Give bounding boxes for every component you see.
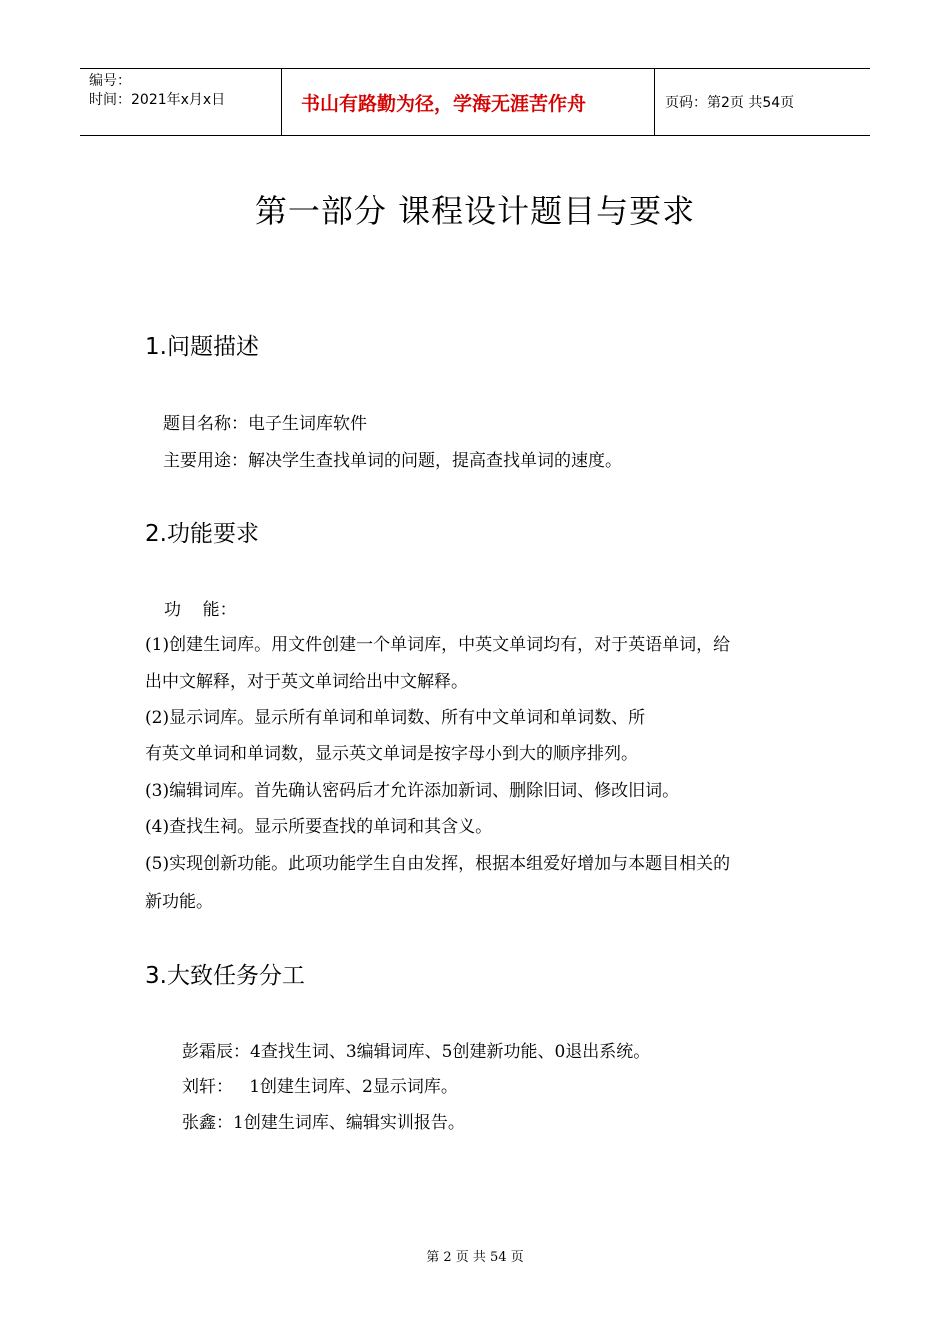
page-title: 第一部分 课程设计题目与要求 (254, 192, 696, 230)
paragraph-line: (1)创建生词库。用文件创建一个单词库，中英文单词均有，对于英语单词，给 (145, 635, 731, 655)
page-footer: 第 2 页 共 54 页 (426, 1250, 524, 1265)
header-meta (80, 69, 282, 135)
paragraph-line: (3)编辑词库。首先确认密码后才允许添加新词、删除旧词、修改旧词。 (145, 781, 680, 801)
paragraph-line: (2)显示词库。显示所有单词和单词数、所有中文单词和单词数、所 (145, 708, 646, 728)
header-page-info: 页码：第2页 共54页 (665, 95, 795, 111)
document-date: 时间：2021年x月x日 (89, 92, 226, 108)
page-header (80, 68, 870, 136)
paragraph-line: 主要用途：解决学生查找单词的问题，提高查找单词的速度。 (163, 451, 622, 471)
paragraph-line: 题目名称：电子生词库软件 (163, 414, 367, 434)
paragraph-line: 出中文解释，对于英文单词给出中文解释。 (145, 672, 468, 692)
header-motto: 书山有路勤为径，学海无涯苦作舟 (282, 69, 655, 135)
document-number-label: 编号： (89, 73, 131, 89)
section-heading-requirements: 2.功能要求 (145, 521, 259, 547)
paragraph-line: 刘轩： 1创建生词库、2显示词库。 (182, 1077, 458, 1097)
paragraph-line: 张鑫：1创建生词库、编辑实训报告。 (182, 1113, 465, 1133)
section-heading-problem: 1.问题描述 (145, 334, 259, 360)
section-heading-tasks: 3.大致任务分工 (145, 963, 305, 989)
paragraph-line: (4)查找生祠。显示所要查找的单词和其含义。 (145, 817, 493, 837)
paragraph-line: 彭霜辰：4查找生词、3编辑词库、5创建新功能、0退出系统。 (182, 1042, 651, 1062)
paragraph-line: (5)实现创新功能。此项功能学生自由发挥，根据本组爱好增加与本题目相关的 (145, 854, 731, 874)
paragraph-line: 新功能。 (145, 892, 213, 912)
paragraph-line: 功 能： (164, 600, 237, 620)
paragraph-line: 有英文单词和单词数，显示英文单词是按字母小到大的顺序排列。 (145, 744, 638, 764)
